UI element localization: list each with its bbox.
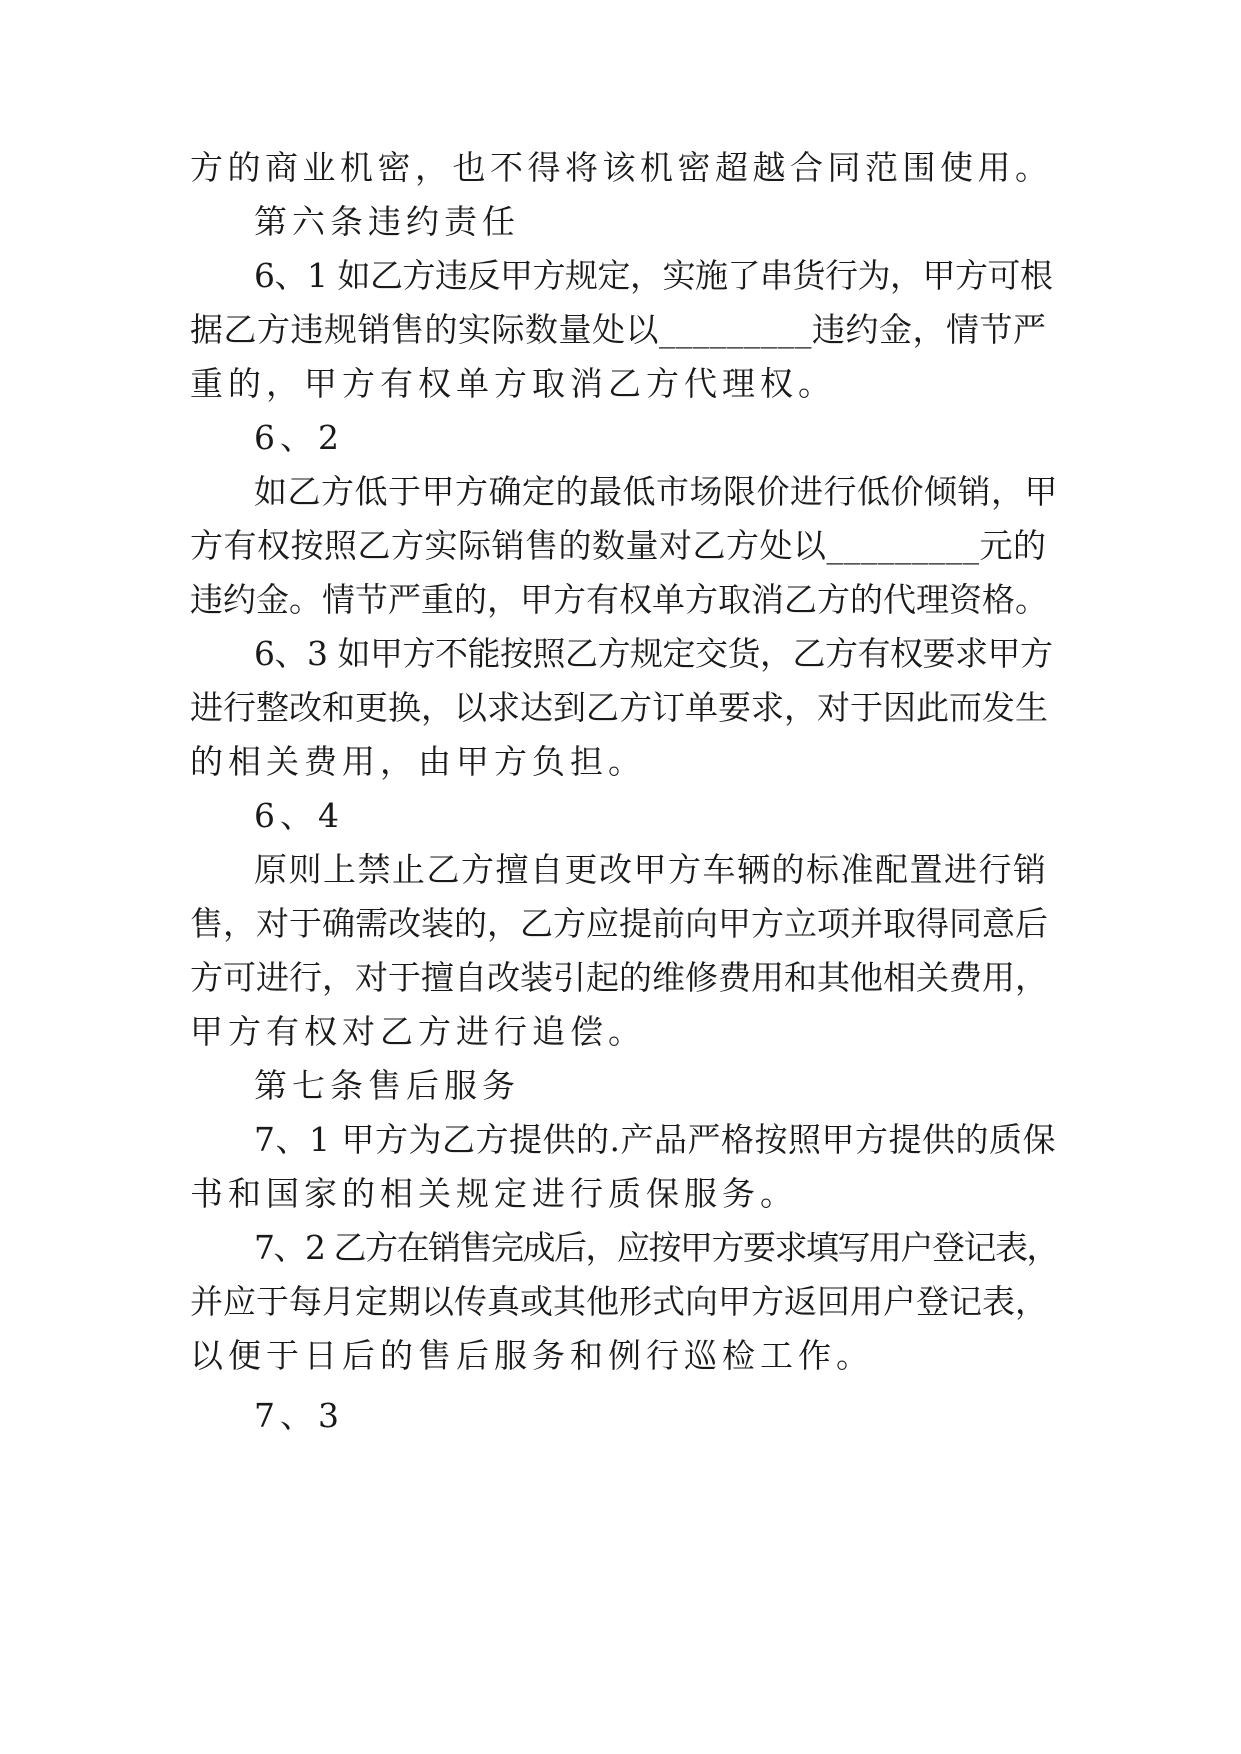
paragraph-line: 以便于日后的售后服务和例行巡检工作。 — [190, 1336, 874, 1375]
paragraph-line: 据乙方违规销售的实际数量处以_________违约金，情节严 — [190, 310, 1047, 349]
paragraph-line: 6、1 如乙方违反甲方规定，实施了串货行为，甲方可根 — [254, 256, 1053, 295]
paragraph-line: 进行整改和更换，以求达到乙方订单要求，对于因此而发生 — [190, 688, 1048, 727]
clause-number: 6、2 — [254, 418, 344, 457]
section-heading: 第七条售后服务 — [254, 1066, 520, 1105]
clause-number: 7、3 — [254, 1396, 344, 1435]
paragraph-line: 售，对于确需改装的，乙方应提前向甲方立项并取得同意后 — [190, 904, 1048, 943]
paragraph-line: 违约金。情节严重的，甲方有权单方取消乙方的代理资格。 — [190, 580, 1048, 619]
paragraph-line: 7、2 乙方在销售完成后，应按甲方要求填写用户登记表， — [254, 1228, 1058, 1267]
paragraph-line: 方可进行，对于擅自改装引起的维修费用和其他相关费用， — [190, 958, 1048, 997]
paragraph-line: 如乙方低于甲方确定的最低市场限价进行低价倾销，甲 — [254, 472, 1058, 511]
paragraph-line: 原则上禁止乙方擅自更改甲方车辆的标准配置进行销 — [254, 850, 1048, 889]
section-heading: 第六条违约责任 — [254, 202, 520, 241]
paragraph-line: 并应于每月定期以传真或其他形式向甲方返回用户登记表， — [190, 1282, 1048, 1321]
paragraph-line: 方的商业机密，也不得将该机密超越合同范围使用。 — [190, 148, 1053, 187]
paragraph-line: 甲方有权对乙方进行追偿。 — [190, 1012, 646, 1051]
clause-number: 6、4 — [254, 796, 344, 835]
paragraph-line: 书和国家的相关规定进行质保服务。 — [190, 1174, 798, 1213]
paragraph-line: 6、3 如甲方不能按照乙方规定交货，乙方有权要求甲方 — [254, 634, 1053, 673]
paragraph-line: 重的，甲方有权单方取消乙方代理权。 — [190, 364, 836, 403]
paragraph-line: 方有权按照乙方实际销售的数量对乙方处以_________元的 — [190, 526, 1047, 565]
paragraph-line: 的相关费用，由甲方负担。 — [190, 742, 646, 781]
paragraph-line: 7、1 甲方为乙方提供的.产品严格按照甲方提供的质保 — [254, 1120, 1056, 1159]
